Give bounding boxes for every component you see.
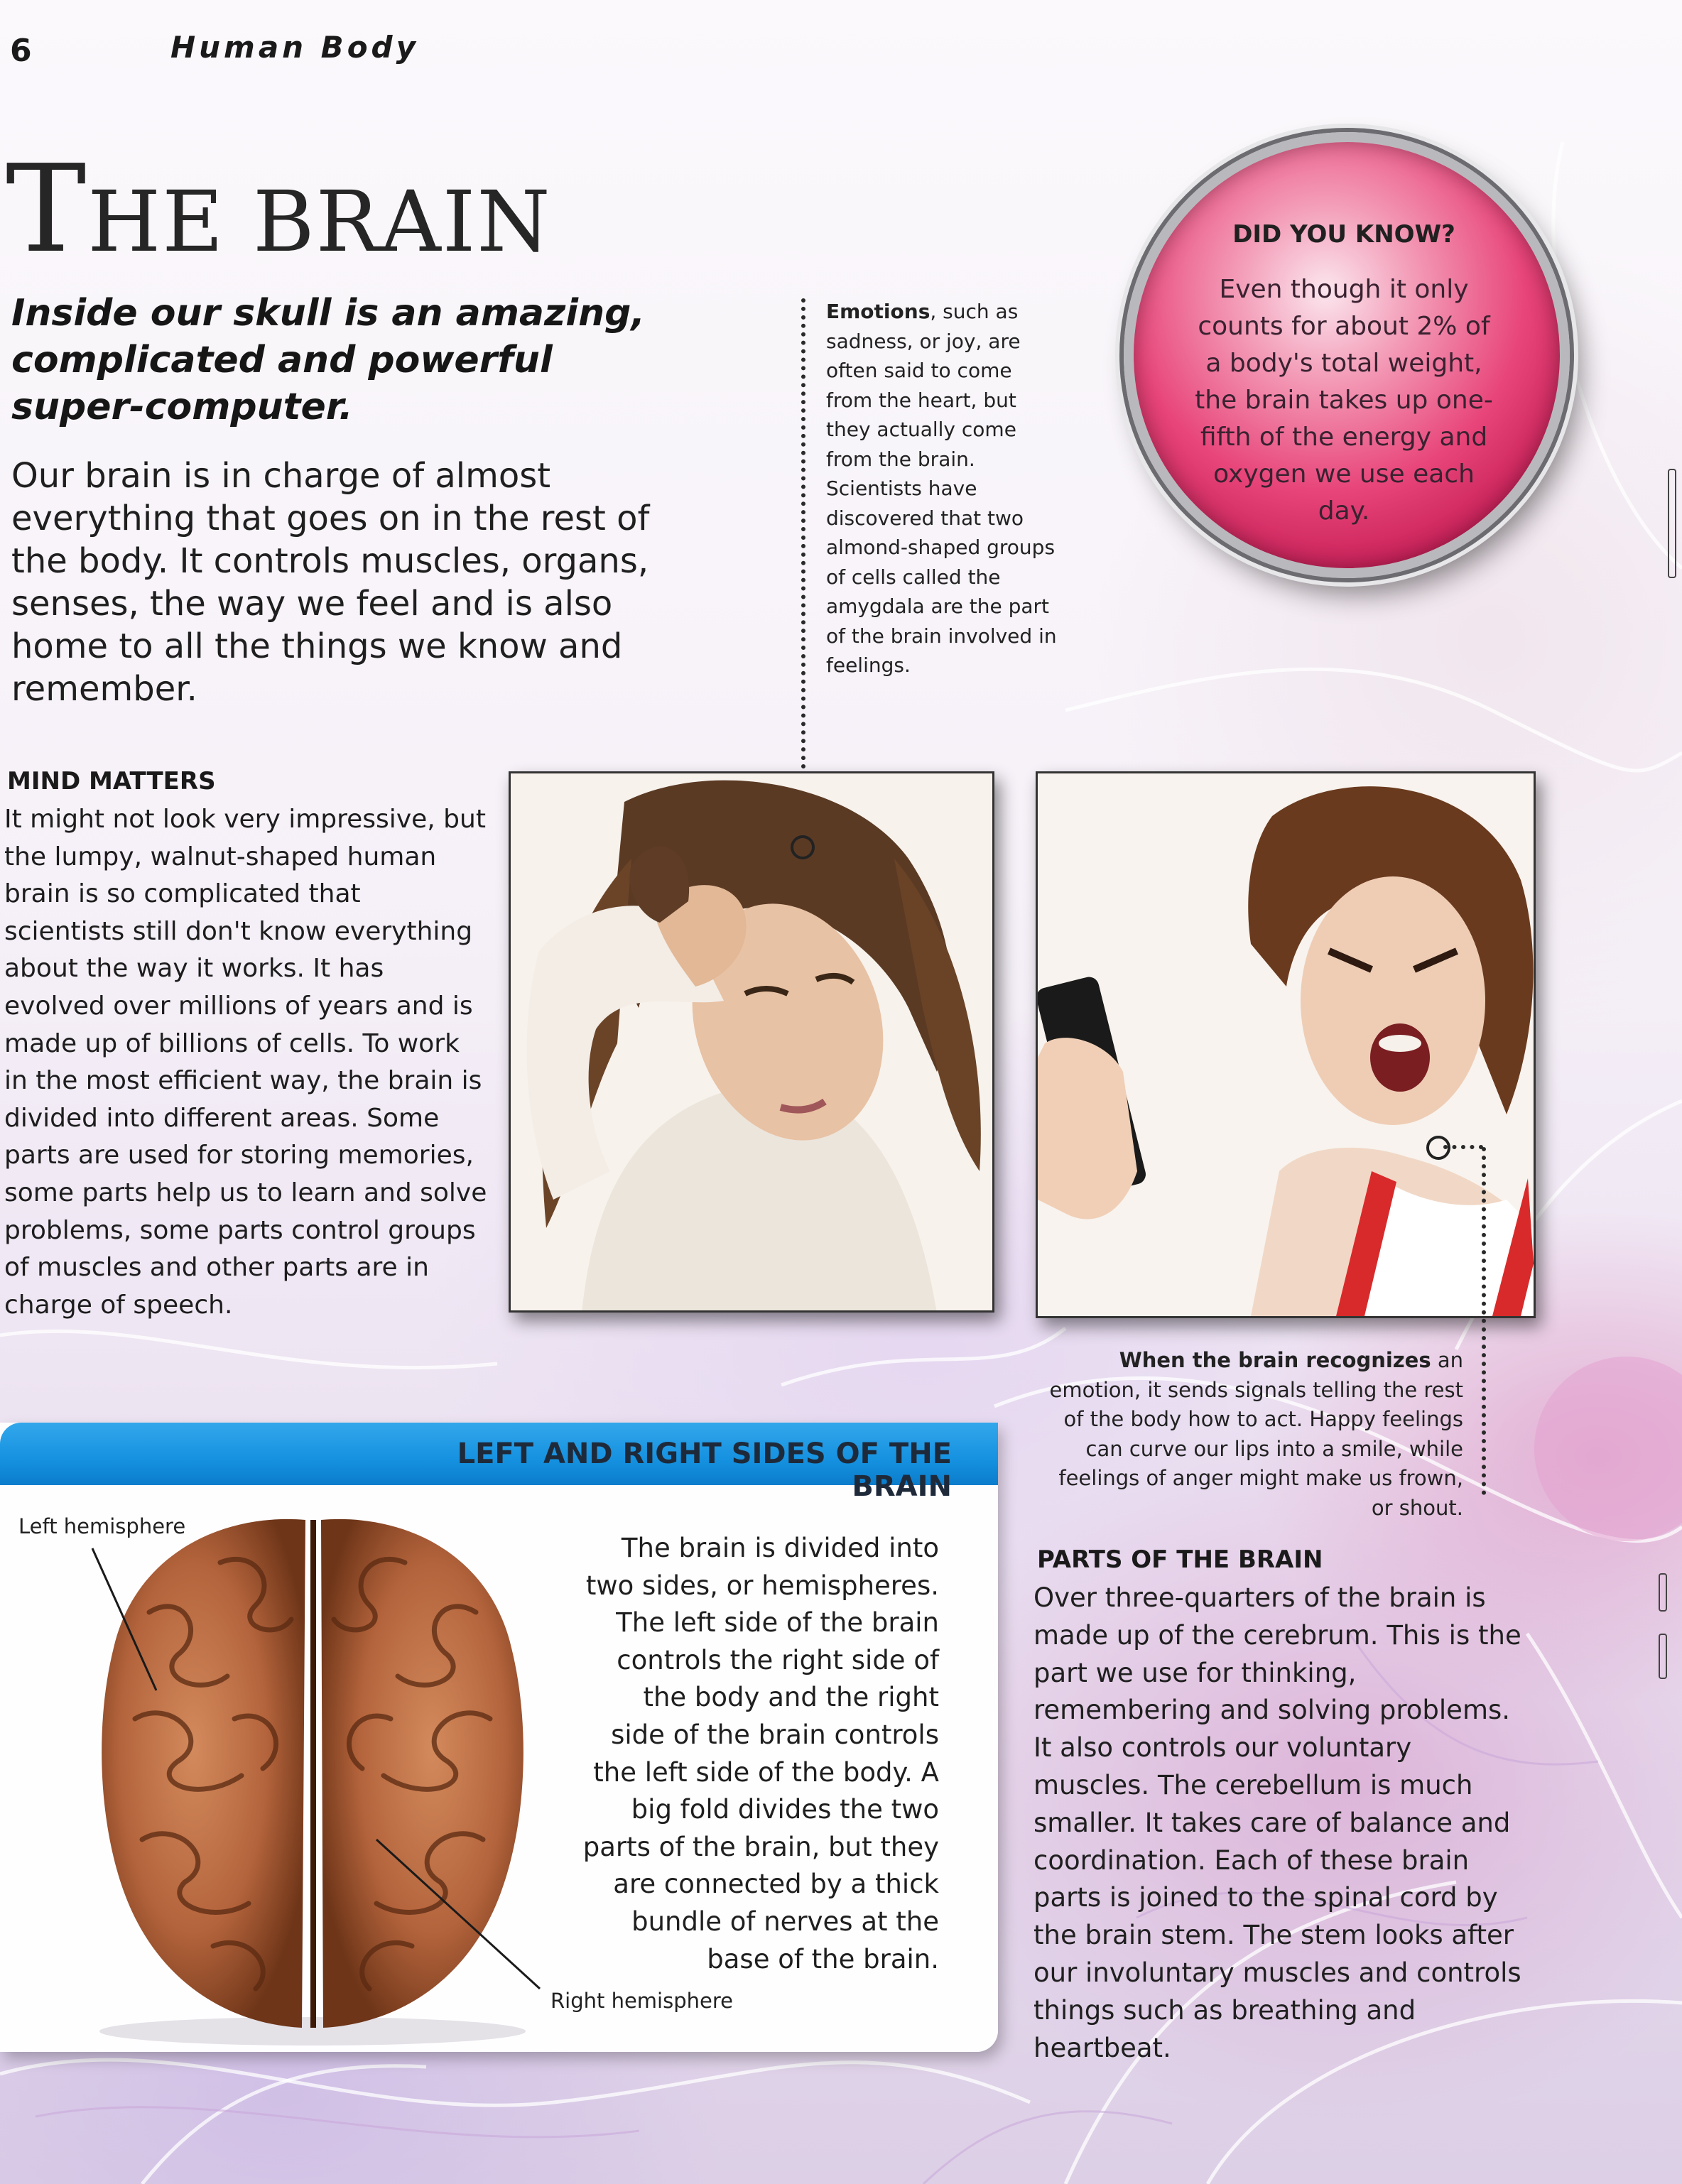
margin-mark (1668, 469, 1676, 578)
margin-mark (1659, 1634, 1667, 1679)
mind-matters-heading: MIND MATTERS (7, 767, 216, 795)
left-right-banner-title: LEFT AND RIGHT SIDES OF THE BRAIN (457, 1438, 952, 1503)
recognition-note (1044, 1346, 1463, 1523)
did-you-know-heading: DID YOU KNOW? (1232, 220, 1455, 249)
recognition-note-text: an emotion, it sends signals telling the rest of the body how to act. Happy feelings can curve our lips into a smile, while feelings of anger might make us frown, or shout. (1049, 1348, 1463, 1520)
mind-matters-body: It might not look very impressive, but the lumpy, walnut-shaped human brain is so complicated that scientists still don't know everything about the way it works. It has evolved over millions of years and is made up of billions of cells. To work in the most efficient way, the brain is divided into different areas. Some parts are used for storing memories, some parts help us to learn and solve problems, some parts control groups of muscles and other parts are in charge of speech. (4, 805, 487, 1320)
emotions-callout-line (801, 298, 805, 845)
emotions-note-text: , such as sadness, or joy, are often said to come from the heart, but they actually come from the brain. Scientists have discovered that two almond-shaped groups of cells called the amygdala are the part of the brain involved in feelings. (826, 300, 1057, 677)
intro-heading: Inside our skull is an amazing, complicated and powerful super-computer. (11, 292, 646, 428)
sad-girl-photo (509, 771, 994, 1313)
emotions-note-lead: Emotions (826, 300, 930, 323)
page-number: 6 (10, 33, 32, 69)
label-left-hemisphere: Left hemisphere (18, 1514, 186, 1538)
intro-body: Our brain is in charge of almost everything that goes on in the rest of the body. It controls muscles, organs, senses, the way we feel and is also home to all the things we know and remember. (11, 456, 650, 709)
emotions-note (826, 297, 1060, 680)
page-title-rest: HE BRAIN (87, 173, 552, 271)
left-right-body: The brain is divided into two sides, or hemispheres. The left side of the brain controls the right side of the body and the right side of the brain controls the left side of the body. A big fold divides the two parts of the brain, but they are connected by a thick bundle of nerves at the base of the brain. (582, 1533, 939, 1974)
recognition-callout-line (1482, 1147, 1486, 1495)
angry-girl-photo (1036, 771, 1536, 1318)
emotions-callout-ring (791, 835, 815, 859)
margin-mark (1659, 1573, 1667, 1612)
did-you-know-body: Even though it only counts for about 2% of a body's total weight, the brain takes up one-fifth of the energy and oxygen we use each day. (1195, 275, 1493, 526)
angry-girl-illustration (1038, 773, 1534, 1316)
page-title (6, 139, 552, 280)
recognition-note-lead: When the brain recognizes (1119, 1348, 1431, 1372)
label-right-hemisphere: Right hemisphere (550, 1989, 733, 2013)
recognition-callout-connector (1443, 1145, 1483, 1149)
running-head: Human Body (170, 30, 419, 65)
parts-of-brain-body: Over three-quarters of the brain is made up of the cerebrum. This is the part we use for thinking, remembering and solving problems. It also controls our voluntary muscles. The cerebellum is much smaller. It takes care of balance and coordination. Each of these brain parts is joined to the spinal cord by the brain stem. The stem looks after our involuntary muscles and controls things such as breathing and heartbeat. (1033, 1582, 1521, 2063)
page-title-initial: T (6, 139, 88, 280)
parts-of-brain-heading: PARTS OF THE BRAIN (1037, 1545, 1323, 1574)
sad-girl-illustration (511, 773, 992, 1310)
